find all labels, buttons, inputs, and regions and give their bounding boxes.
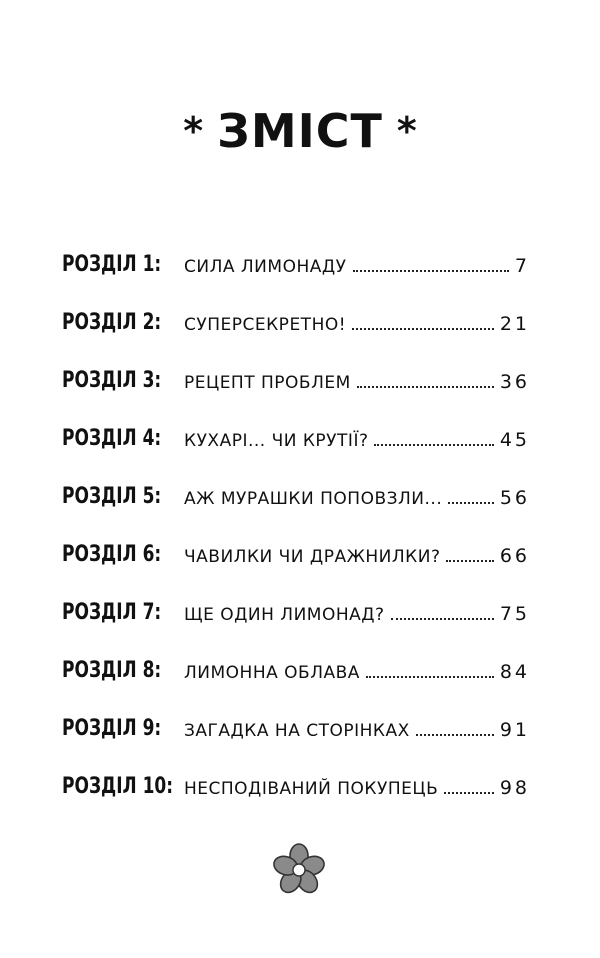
toc-entry-4[interactable]: [62, 392, 530, 450]
chapter-title: ЧАВИЛКИ ЧИ ДРАЖНИЛКИ?: [184, 547, 441, 567]
toc-entry-2[interactable]: [62, 276, 530, 334]
chapter-title: АЖ МУРАШКИ ПОПОВЗЛИ...: [184, 489, 443, 509]
chapter-label: РОЗДІЛ 2:: [62, 310, 162, 335]
page-title: ЗМІСТ: [217, 104, 383, 158]
toc-entry-1[interactable]: [62, 218, 530, 276]
toc-entry-10[interactable]: [62, 740, 530, 798]
dot-leader: [374, 444, 493, 446]
flower-icon: [272, 843, 326, 897]
chapter-label: РОЗДІЛ 6:: [62, 542, 162, 567]
page-number: 66: [499, 545, 530, 567]
dot-leader: [366, 676, 494, 678]
dot-leader: [357, 386, 494, 388]
page-number: 45: [499, 429, 530, 451]
chapter-label: РОЗДІЛ 8:: [62, 658, 162, 683]
star-icon-left: *: [183, 109, 204, 153]
chapter-title: ЩЕ ОДИН ЛИМОНАД?: [184, 605, 385, 625]
chapter-label: РОЗДІЛ 4:: [62, 426, 162, 451]
toc-entry-8[interactable]: [62, 624, 530, 682]
chapter-label: РОЗДІЛ 7:: [62, 600, 162, 625]
table-of-contents: [62, 218, 530, 798]
star-icon-right: *: [396, 109, 417, 153]
chapter-title: ЗАГАДКА НА СТОРІНКАХ: [184, 721, 410, 741]
toc-entry-3[interactable]: [62, 334, 530, 392]
chapter-title: СУПЕРСЕКРЕТНО!: [184, 315, 347, 335]
chapter-label: РОЗДІЛ 5:: [62, 484, 162, 509]
page-number: 36: [499, 371, 530, 393]
dot-leader: [448, 502, 494, 504]
chapter-title: НЕСПОДІВАНИЙ ПОКУПЕЦЬ: [184, 779, 439, 799]
page-number: 21: [499, 313, 530, 335]
dot-leader: [353, 270, 509, 272]
toc-entry-9[interactable]: [62, 682, 530, 740]
page-number: 56: [499, 487, 530, 509]
toc-entry-5[interactable]: [62, 450, 530, 508]
dot-leader: [352, 328, 494, 330]
toc-entry-6[interactable]: [62, 508, 530, 566]
chapter-label: РОЗДІЛ 1:: [62, 252, 162, 277]
page-number: 91: [499, 719, 530, 741]
dot-leader: [416, 734, 494, 736]
dot-leader: [444, 792, 494, 794]
chapter-title: ЛИМОННА ОБЛАВА: [184, 663, 360, 683]
page-number: 84: [499, 661, 530, 683]
dot-leader: [446, 560, 493, 562]
page-number: 7: [514, 255, 530, 277]
page-number: 98: [499, 777, 530, 799]
chapter-label: РОЗДІЛ 10:: [62, 774, 174, 799]
dot-leader: [391, 618, 494, 620]
toc-entry-7[interactable]: [62, 566, 530, 624]
chapter-title: СИЛА ЛИМОНАДУ: [184, 257, 347, 277]
page-number: 75: [499, 603, 530, 625]
page-title-row: [0, 104, 600, 158]
chapter-label: РОЗДІЛ 3:: [62, 368, 162, 393]
chapter-title: КУХАРІ... ЧИ КРУТІЇ?: [184, 431, 369, 451]
chapter-label: РОЗДІЛ 9:: [62, 716, 162, 741]
chapter-title: РЕЦЕПТ ПРОБЛЕМ: [184, 373, 351, 393]
